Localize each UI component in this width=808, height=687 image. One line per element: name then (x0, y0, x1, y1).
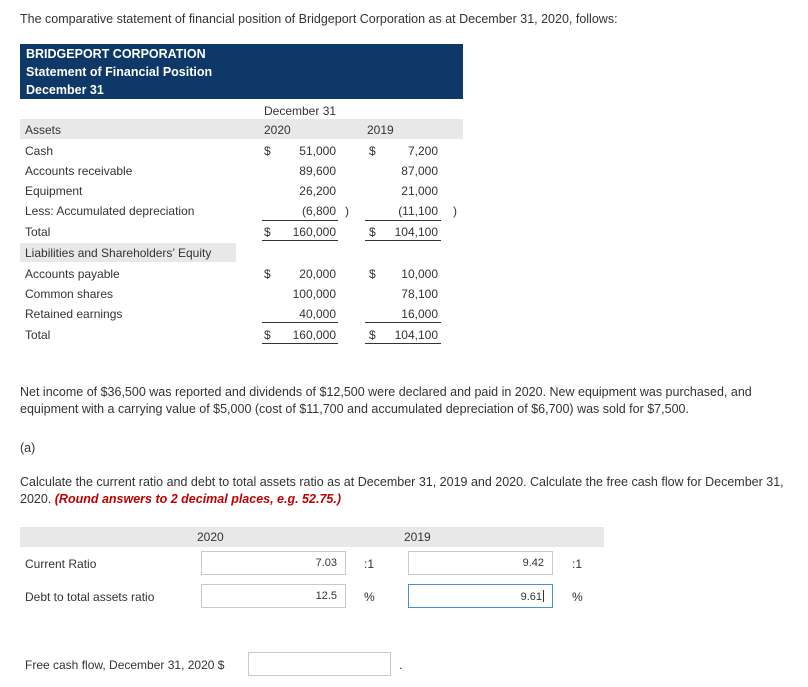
debt-ratio-2019-value: 9.61 (520, 591, 542, 603)
column-2020-header: 2020 (264, 123, 291, 137)
value-2020: 40,000 (299, 307, 336, 321)
value-2019: 7,200 (407, 144, 438, 158)
currency-symbol: $ (264, 267, 271, 281)
row-label: Cash (25, 144, 54, 158)
currency-symbol: $ (369, 328, 376, 342)
value-2019: 16,000 (401, 307, 438, 321)
value-2019: 21,000 (401, 184, 438, 198)
column-2019-header: 2019 (367, 123, 394, 137)
debt-ratio-2019-input[interactable] (408, 584, 553, 608)
value-2020: (6,800 (301, 204, 336, 218)
rounding-instruction: (Round answers to 2 decimal places, e.g. 52.75.) (54, 492, 341, 506)
debt-ratio-2020-input[interactable]: 12.5 (201, 584, 346, 608)
paren-2020: ) (345, 204, 349, 218)
row-label: Retained earnings (25, 307, 123, 321)
underline (365, 322, 441, 323)
debt-ratio-label: Debt to total assets ratio (25, 590, 155, 604)
double-underline (262, 240, 338, 241)
value-2020: 89,600 (299, 164, 336, 178)
value-2020: 51,000 (299, 144, 336, 158)
value-2019: (11,100 (398, 204, 438, 218)
statement-header (20, 44, 463, 99)
row-label: Total (25, 328, 51, 342)
question-text (20, 474, 790, 508)
statement-date: December 31 (26, 83, 104, 97)
row-label: Accounts payable (25, 267, 120, 281)
double-underline (365, 240, 441, 241)
answer-col-2020: 2020 (197, 530, 224, 544)
statement-title: Statement of Financial Position (26, 65, 213, 79)
row-label: Equipment (25, 184, 83, 198)
value-2020: 26,200 (299, 184, 336, 198)
row-label: Total (25, 225, 51, 239)
value-2020: 20,000 (299, 267, 336, 281)
question-body: Calculate the current ratio and debt to total assets ratio as at December 31, 2019 and 2020. Calculate the free cash flow for December 31, 2020. (20, 475, 784, 506)
double-underline (262, 343, 338, 344)
fcf-label: Free cash flow, December 31, 2020 $ (25, 658, 225, 672)
currency-symbol: $ (369, 267, 376, 281)
value-2020: 160,000 (292, 328, 336, 342)
value-2019: 104,100 (394, 225, 438, 239)
current-ratio-label: Current Ratio (25, 557, 97, 571)
double-underline (365, 343, 441, 344)
value-2020: 160,000 (292, 225, 336, 239)
ratio-unit: :1 (572, 557, 583, 571)
current-ratio-2019-input[interactable]: 9.42 (408, 551, 553, 575)
value-2019: 104,100 (394, 328, 438, 342)
paren-2019: ) (453, 204, 457, 218)
currency-symbol: $ (264, 144, 271, 158)
percent-unit: % (364, 590, 375, 604)
fcf-suffix: . (399, 658, 403, 672)
underline (262, 220, 338, 221)
company-name: BRIDGEPORT CORPORATION (26, 47, 206, 61)
assets-heading: Assets (25, 123, 62, 137)
currency-symbol: $ (369, 225, 376, 239)
liabilities-heading: Liabilities and Shareholders’ Equity (25, 246, 212, 260)
value-2019: 78,100 (401, 287, 438, 301)
part-label: (a) (20, 441, 36, 455)
current-ratio-2020-input[interactable]: 7.03 (201, 551, 346, 575)
answer-col-2019: 2019 (404, 530, 431, 544)
answer-header-row (20, 527, 604, 547)
underline (262, 322, 338, 323)
assets-header-row (20, 119, 463, 139)
info-paragraph: Net income of $36,500 was reported and dividends of $12,500 were declared and paid in 2020. New equipment was purchased, and equipment with a carrying value of $5,000 (cost of $11,700 and accumulated depreciation of $6,700) was sold for $7,500. (20, 385, 752, 416)
ratio-unit: :1 (364, 557, 375, 571)
text-caret (543, 590, 544, 602)
row-label: Accounts receivable (25, 164, 133, 178)
value-2020: 100,000 (292, 287, 336, 301)
percent-unit: % (572, 590, 583, 604)
row-label: Less: Accumulated depreciation (25, 204, 195, 218)
fcf-input[interactable] (248, 652, 391, 676)
intro-text: The comparative statement of financial position of Bridgeport Corporation as at December 31, 2020, follows: (20, 12, 618, 26)
value-2019: 10,000 (401, 267, 438, 281)
underline (365, 220, 441, 221)
value-2019: 87,000 (401, 164, 438, 178)
column-group-header: December 31 (264, 104, 337, 118)
currency-symbol: $ (369, 144, 376, 158)
row-label: Common shares (25, 287, 114, 301)
currency-symbol: $ (264, 225, 271, 239)
currency-symbol: $ (264, 328, 271, 342)
